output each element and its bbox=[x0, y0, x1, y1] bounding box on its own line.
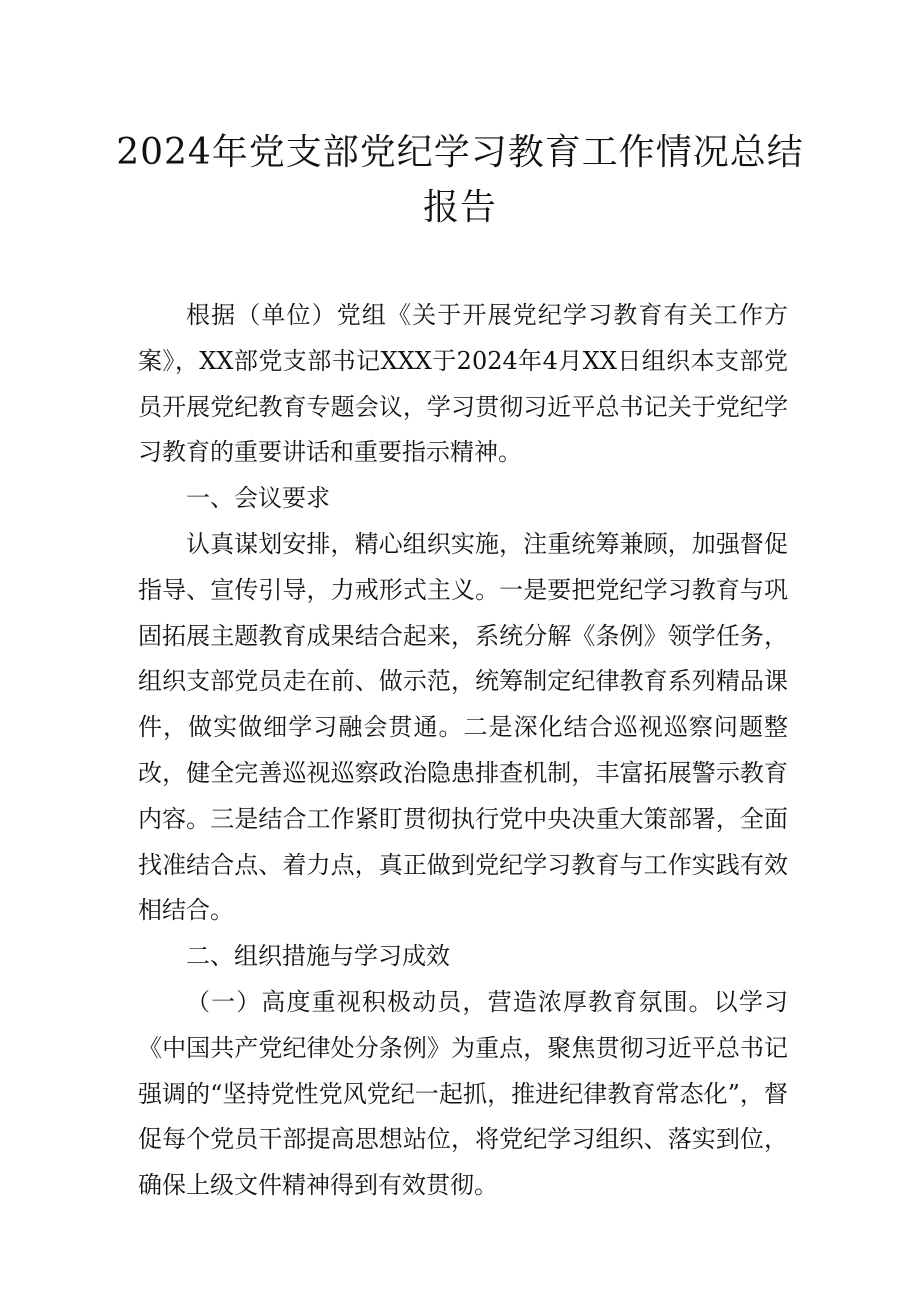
section-heading-measures-results: 二、组织措施与学习成效 bbox=[186, 942, 450, 971]
intro-paragraph: 根据（单位）党组《关于开展党纪学习教育有关工作方案》，XX部党支部书记XXX于2024年4月XX日组织本支部党员开展党纪教育专题会议，学习贯彻习近平总书记关于党纪学习教育的重要讲话和重要指示精神。 bbox=[138, 301, 788, 467]
document-title-line-1: 2024年党支部党纪学习教育工作情况总结 bbox=[116, 132, 804, 173]
measures-paragraph: （一）高度重视积极动员，营造浓厚教育氛围。以学习《中国共产党纪律处分条例》为重点，聚焦贯彻习近平总书记强调的“坚持党性党风党纪一起抓，推进纪律教育常态化”，督促每个党员干部提高思想站位，将党纪学习组织、落实到位，确保上级文件精神得到有效贯彻。 bbox=[138, 987, 788, 1200]
document-body bbox=[138, 293, 788, 1209]
section-heading-meeting-requirements: 一、会议要求 bbox=[186, 484, 330, 513]
document-title-line-2: 报告 bbox=[422, 187, 497, 228]
requirements-paragraph: 认真谋划安排，精心组织实施，注重统筹兼顾，加强督促指导、宣传引导，力戒形式主义。一是要把党纪学习教育与巩固拓展主题教育成果结合起来，系统分解《条例》领学任务，组织支部党员走在前、做示范，统筹制定纪律教育系列精品课件，做实做细学习融会贯通。二是深化结合巡视巡察问题整改，健全完善巡视巡察政治隐患排查机制，丰富拓展警示教育内容。三是结合工作紧盯贯彻执行党中央决重大策部署，全面找准结合点、着力点，真正做到党纪学习教育与工作实践有效相结合。 bbox=[138, 529, 788, 925]
